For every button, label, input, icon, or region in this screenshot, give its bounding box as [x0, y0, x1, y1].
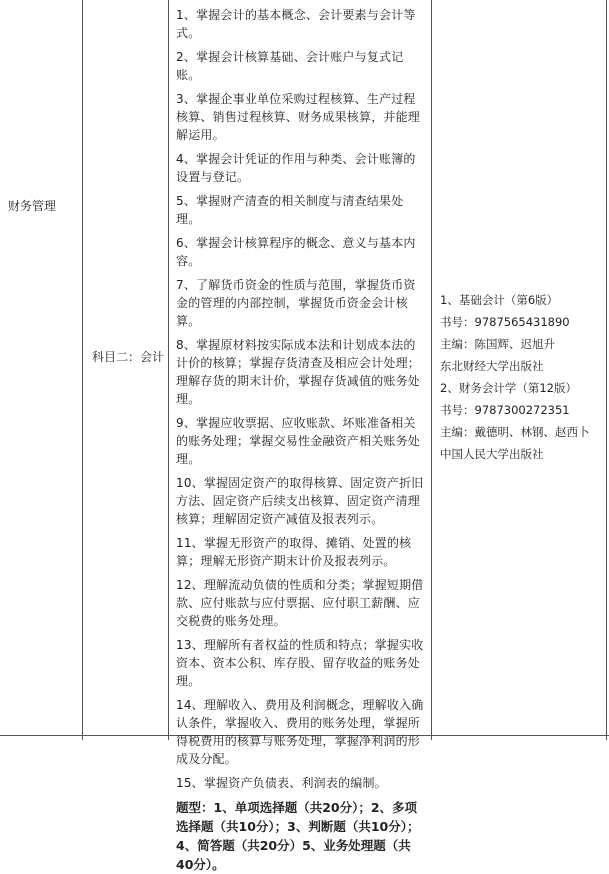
requirement-item: 12、理解流动负债的性质和分类；掌握短期借款、应付账款与应付票据、应付职工薪酬、应交税费的账务处理。	[176, 578, 424, 628]
book-line: 2、财务会计学（第12版）	[440, 381, 577, 395]
requirement-item: 2、掌握会计核算基础、会计账户与复式记账。	[176, 50, 404, 82]
column-divider	[168, 0, 169, 740]
category-cell: 财务管理	[8, 199, 57, 213]
requirement-item: 5、掌握财产清查的相关制度与清查结果处理。	[176, 194, 404, 226]
column-divider	[606, 0, 607, 740]
requirement-item: 13、理解所有者权益的性质和特点；掌握实收资本、资本公积、库存股、留存收益的账务处理。	[176, 638, 424, 688]
requirement-item: 8、掌握原材料按实际成本法和计划成本法的计价的核算；掌握存货清查及相应会计处理；理解存货的期末计价，掌握存货减值的账务处理。	[176, 338, 421, 406]
column-divider	[82, 0, 83, 740]
textbooks-cell	[440, 289, 600, 465]
requirement-item: 10、掌握固定资产的取得核算、固定资产折旧方法、固定资产后续支出核算、固定资产清理核算；理解固定资产减值及报表列示。	[176, 476, 424, 526]
requirement-item: 7、了解货币资金的性质与范围，掌握货币资金的管理的内部控制，掌握货币资金会计核算。	[176, 278, 416, 328]
book-line: 东北财经大学出版社	[440, 359, 544, 373]
requirement-item: 15、掌握资产负债表、利润表的编制。	[176, 776, 387, 790]
requirement-item: 1、掌握会计的基本概念、会计要素与会计等式。	[176, 8, 416, 40]
requirement-item: 11、掌握无形资产的取得、摊销、处置的核算；理解无形资产期末计价及报表列示。	[176, 536, 412, 568]
book-line: 1、基础会计（第6版）	[440, 293, 559, 307]
book-line: 书号：9787565431890	[440, 315, 570, 329]
book-line: 中国人民大学出版社	[440, 447, 544, 461]
subject-cell: 科目二：会计	[92, 350, 165, 364]
column-divider	[431, 0, 432, 740]
book-line: 主编：戴德明、林钢、赵西卜	[440, 425, 590, 439]
requirement-item: 14、理解收入、费用及利润概念，理解收入确认条件，掌握收入、费用的账务处理，掌握所得税费用的核算与账务处理，掌握净利润的形成及分配。	[176, 698, 424, 766]
requirement-item: 6、掌握会计核算程序的概念、意义与基本内容。	[176, 236, 416, 268]
question-types: 题型：1、单项选择题（共20分）；2、多项选择题（共10分）；3、判断题（共10分）；4、简答题（共20分）5、业务处理题（共40分）。	[176, 800, 420, 872]
requirements-cell	[176, 6, 426, 874]
requirement-item: 9、掌握应收票据、应收账款、坏账准备相关的账务处理；掌握交易性金融资产相关账务处理。	[176, 416, 421, 466]
book-line: 主编：陈国辉、迟旭升	[440, 337, 555, 351]
book-line: 书号：9787300272351	[440, 403, 570, 417]
requirement-item: 4、掌握会计凭证的作用与种类、会计账簿的设置与登记。	[176, 152, 416, 184]
requirement-item: 3、掌握企事业单位采购过程核算、生产过程核算、销售过程核算、财务成果核算，并能理解运用。	[176, 92, 421, 142]
